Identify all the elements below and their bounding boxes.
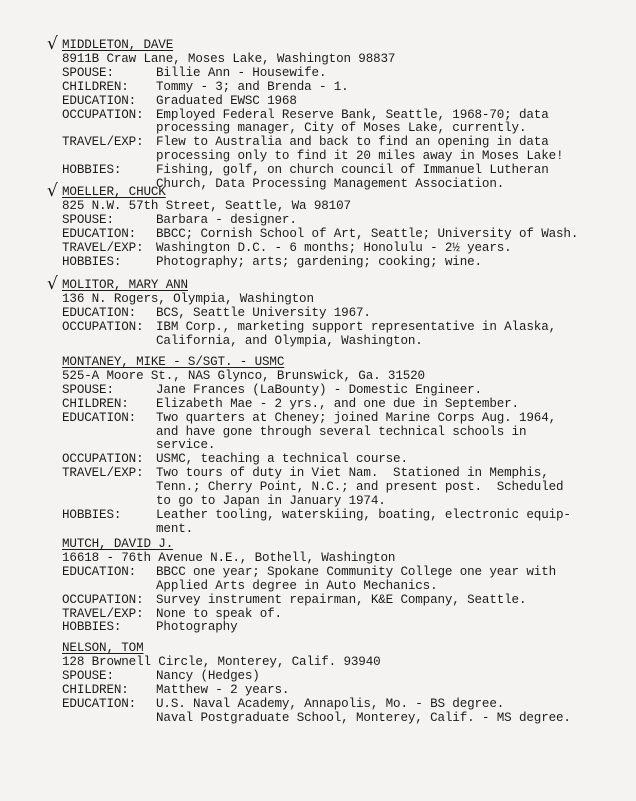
field-value: Washington D.C. - 6 months; Honolulu - 2½ years.: [156, 240, 512, 255]
field-value: Two tours of duty in Viet Nam. Stationed in Memphis,: [156, 466, 549, 481]
entry-name: MONTANEY, MIKE - S/SGT. - USMC: [62, 355, 285, 369]
field-value: Photography; arts; gardening; cooking; wine.: [156, 254, 482, 269]
entry-address: 136 N. Rogers, Olympia, Washington: [62, 291, 314, 306]
field-value: service.: [156, 438, 216, 453]
field-label: TRAVEL/EXP:: [62, 606, 144, 621]
field-value: Matthew - 2 years.: [156, 682, 290, 697]
field-value: Photography: [156, 620, 238, 635]
field-value: Barbara - designer.: [156, 212, 297, 227]
field-label: HOBBIES:: [62, 163, 122, 178]
field-label: TRAVEL/EXP:: [62, 466, 144, 481]
field-label: EDUCATION:: [62, 696, 137, 711]
field-value: Leather tooling, waterskiing, boating, electronic equip-: [156, 507, 571, 522]
field-label: HOBBIES:: [62, 620, 122, 635]
field-value: Applied Arts degree in Auto Mechanics.: [156, 578, 438, 593]
field-value: Survey instrument repairman, K&E Company, Seattle.: [156, 592, 527, 607]
field-value: Two quarters at Cheney; joined Marine Corps Aug. 1964,: [156, 410, 557, 425]
entry-address: 16618 - 76th Avenue N.E., Bothell, Washington: [62, 550, 396, 565]
field-label: EDUCATION:: [62, 564, 137, 579]
entry-address: 525-A Moore St., NAS Glynco, Brunswick, Ga. 31520: [62, 368, 425, 383]
field-value: to go to Japan in January 1974.: [156, 494, 386, 508]
field-value: USMC, teaching a technical course.: [156, 452, 408, 467]
checkmark-icon: √: [47, 274, 58, 294]
field-label: SPOUSE:: [62, 65, 114, 80]
checkmark-icon: √: [47, 34, 58, 54]
checkmark-icon: √: [47, 181, 58, 201]
field-value: and have gone through several technical schools in: [156, 424, 527, 439]
field-label: SPOUSE:: [62, 382, 114, 397]
field-value: BCS, Seattle University 1967.: [156, 305, 371, 320]
field-value: processing only to find it 20 miles away in Moses Lake!: [156, 149, 564, 164]
field-label: OCCUPATION:: [62, 319, 144, 334]
entry-name: MIDDLETON, DAVE: [62, 38, 174, 52]
field-label: EDUCATION:: [62, 410, 137, 425]
field-label: OCCUPATION:: [62, 107, 144, 122]
field-value: Nancy (Hedges): [156, 668, 260, 683]
field-value: IBM Corp., marketing support representative in Alaska,: [156, 319, 557, 334]
field-label: OCCUPATION:: [62, 592, 144, 607]
field-value: processing manager, City of Moses Lake, currently.: [156, 121, 527, 136]
field-label: CHILDREN:: [62, 682, 129, 697]
field-value: Tenn.; Cherry Point, N.C.; and present post. Scheduled: [156, 480, 564, 495]
field-value: California, and Olympia, Washington.: [156, 333, 423, 348]
field-value: Graduated EWSC 1968: [156, 93, 297, 108]
entry-name: MOELLER, CHUCK: [62, 185, 166, 199]
field-value: BBCC one year; Spokane Community College one year with: [156, 564, 557, 579]
field-label: EDUCATION:: [62, 305, 137, 320]
field-value: Billie Ann - Housewife.: [156, 65, 327, 80]
field-value: Flew to Australia and back to find an opening in data: [156, 135, 549, 150]
entry-address: 825 N.W. 57th Street, Seattle, Wa 98107: [62, 198, 351, 213]
field-value: U.S. Naval Academy, Annapolis, Mo. - BS degree.: [156, 696, 505, 711]
entry-address: 128 Brownell Circle, Monterey, Calif. 93940: [62, 654, 381, 669]
field-value: Naval Postgraduate School, Monterey, Calif. - MS degree.: [156, 710, 571, 725]
field-label: HOBBIES:: [62, 254, 122, 269]
field-value: Church, Data Processing Management Association.: [156, 177, 505, 191]
field-label: CHILDREN:: [62, 79, 129, 94]
field-value: Fishing, golf, on church council of Immanuel Lutheran: [156, 163, 549, 178]
field-label: TRAVEL/EXP:: [62, 135, 144, 150]
field-value: Elizabeth Mae - 2 yrs., and one due in September.: [156, 396, 519, 411]
field-label: HOBBIES:: [62, 507, 122, 522]
field-value: ment.: [156, 521, 194, 536]
field-value: Employed Federal Reserve Bank, Seattle, 1968-70; data: [156, 107, 549, 122]
field-label: CHILDREN:: [62, 396, 129, 411]
entry-name: NELSON, TOM: [62, 641, 144, 655]
field-label: EDUCATION:: [62, 226, 137, 241]
field-label: SPOUSE:: [62, 668, 114, 683]
entry-address: 8911B Craw Lane, Moses Lake, Washington 98837: [62, 51, 396, 66]
entry-name: MUTCH, DAVID J.: [62, 537, 174, 551]
field-value: BBCC; Cornish School of Art, Seattle; University of Wash.: [156, 226, 579, 241]
entry-name: MOLITOR, MARY ANN: [62, 278, 188, 292]
field-label: SPOUSE:: [62, 212, 114, 227]
field-value: Tommy - 3; and Brenda - 1.: [156, 79, 349, 94]
field-label: TRAVEL/EXP:: [62, 240, 144, 255]
field-value: None to speak of.: [156, 606, 282, 621]
field-label: EDUCATION:: [62, 93, 137, 108]
field-label: OCCUPATION:: [62, 452, 144, 467]
field-value: Jane Frances (LaBounty) - Domestic Engineer.: [156, 382, 482, 397]
